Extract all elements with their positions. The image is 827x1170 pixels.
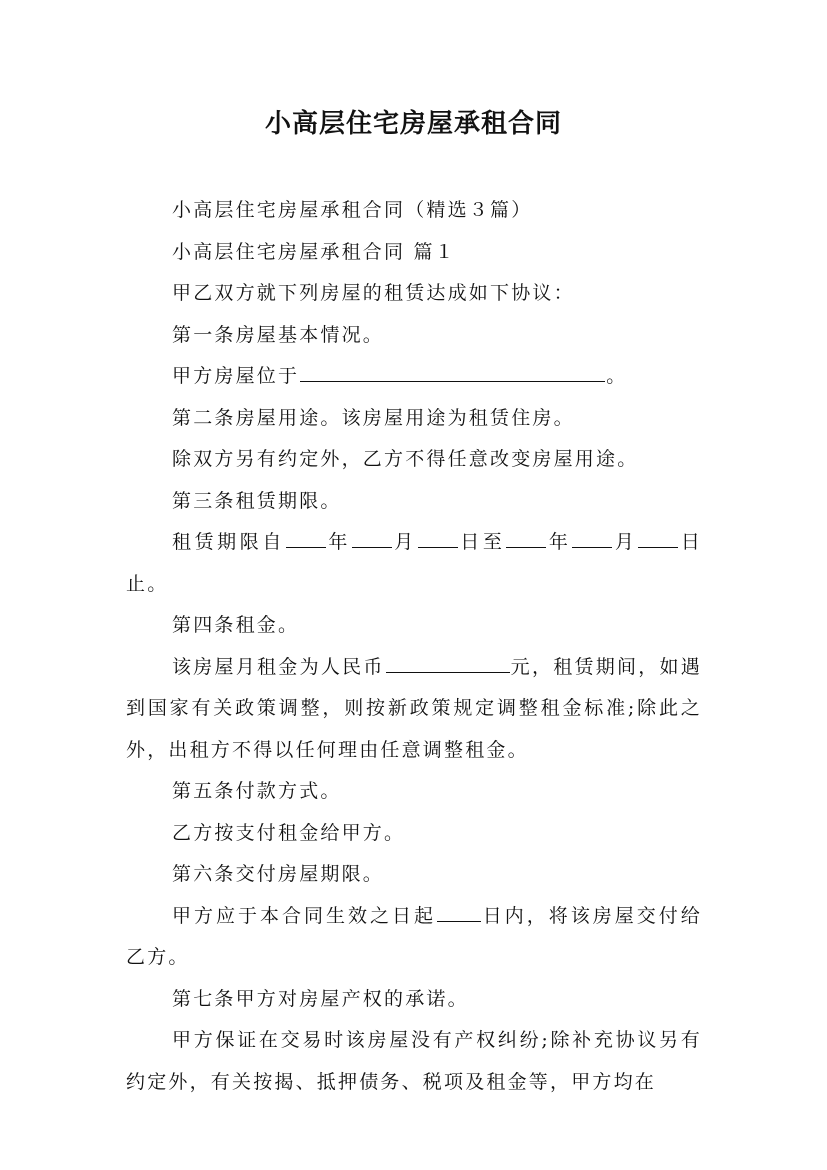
- article-7-heading: 第七条甲方对房屋产权的承诺。: [172, 987, 469, 1010]
- end-day-label: 日止。: [126, 531, 702, 595]
- paragraph-property-guarantee: 甲方保证在交易时该房屋没有产权纠纷;除补充协议另有约定外，有关按揭、抵押债务、税项及租金等，甲方均在: [126, 1029, 702, 1093]
- start-month-blank: [352, 528, 392, 548]
- house-location-blank: [300, 362, 605, 382]
- paragraph-subtitle: 小高层住宅房屋承租合同（精选３篇）: [172, 199, 533, 221]
- rent-suffix: 元，租赁期间，如遇到国家有关政策调整，则按新政策规定调整租金标准;除此之外，出租方不得以任何理由任意调整租金。: [126, 655, 702, 761]
- end-month-blank: [572, 528, 612, 548]
- start-month-label: 月: [392, 531, 417, 553]
- end-day-blank: [638, 528, 678, 548]
- paragraph-payment-method: 乙方按支付租金给甲方。: [172, 821, 406, 844]
- rent-prefix: 该房屋月租金为人民币: [172, 655, 385, 678]
- article-6-heading: 第六条交付房屋期限。: [172, 863, 385, 885]
- delivery-suffix: 日内，将该房屋交付给乙方。: [126, 904, 702, 968]
- start-day-blank: [418, 528, 458, 548]
- lease-period-prefix: 租赁期限自: [172, 531, 285, 553]
- article-1-heading: 第一条房屋基本情况。: [172, 323, 385, 346]
- document-title: 小高层住宅房屋承租合同: [264, 109, 562, 139]
- paragraph-rent-amount: [126, 647, 702, 772]
- paragraph-house-usage: 除双方另有约定外，乙方不得任意改变房屋用途。: [172, 448, 639, 470]
- paragraph-agreement-intro: 甲乙双方就下列房屋的租赁达成如下协议：: [172, 282, 575, 304]
- paragraph-house-location: [126, 356, 702, 398]
- article-5-heading: 第五条付款方式。: [172, 780, 342, 802]
- delivery-days-blank: [437, 902, 481, 922]
- article-3-heading: 第三条租赁期限。: [172, 489, 342, 512]
- house-location-prefix: 甲方房屋位于: [172, 365, 300, 387]
- end-year-label: 年: [547, 531, 572, 553]
- end-year-blank: [506, 528, 546, 548]
- rent-amount-blank: [386, 653, 510, 673]
- end-month-label: 月: [613, 531, 638, 553]
- paragraph-delivery-deadline: [126, 896, 702, 979]
- paragraph-section-heading: 小高层住宅房屋承租合同 篇１: [172, 240, 456, 263]
- start-year-blank: [286, 528, 326, 548]
- article-4-heading: 第四条租金。: [172, 614, 300, 636]
- start-day-label: 日至: [458, 531, 506, 553]
- document-body: [126, 190, 702, 1103]
- house-location-suffix: 。: [606, 365, 628, 387]
- paragraph-lease-period: [126, 522, 702, 605]
- delivery-prefix: 甲方应于本合同生效之日起: [172, 904, 436, 927]
- article-2-heading: 第二条房屋用途。该房屋用途为租赁住房。: [172, 406, 575, 429]
- start-year-label: 年: [326, 531, 351, 553]
